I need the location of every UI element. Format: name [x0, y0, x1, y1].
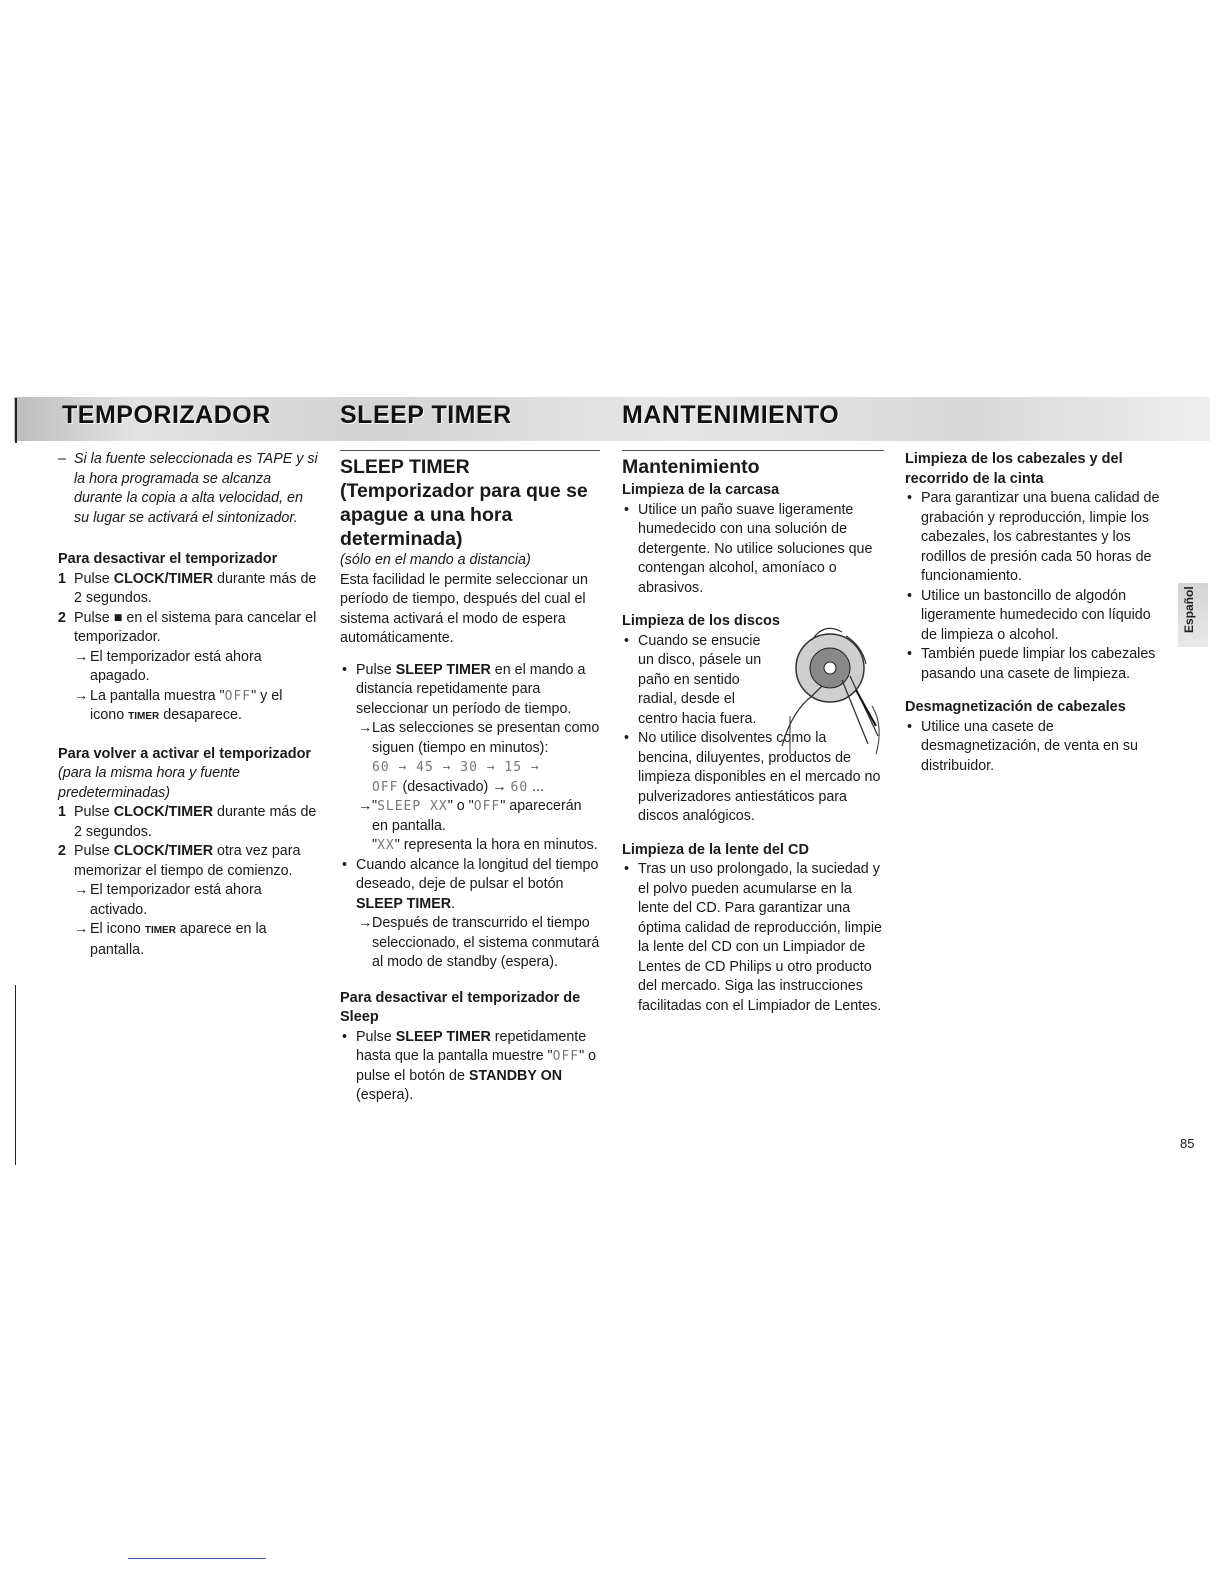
- section-title-demagnetize: Desmagnetización de cabezales: [905, 699, 1126, 715]
- section-title-lens: Limpieza de la lente del CD: [622, 841, 809, 858]
- section-title-heads: Limpieza de los cabezales y del recorrido de la cinta: [905, 451, 1123, 487]
- bullet-1: • Pulse SLEEP TIMER en el mando a distancia repetidamente para seleccionar un período de tiempo.: [342, 661, 586, 717]
- result-2: → La pantalla muestra "OFF" y el icono TIMER desaparece.: [74, 687, 283, 723]
- column-temporizador: [58, 450, 320, 960]
- result-1: → El temporizador está ahora apagado.: [74, 648, 262, 684]
- bullet-3: • Pulse SLEEP TIMER repetidamente hasta que la pantalla muestre "OFF" o pulse el botón de STANDBY ON (espera).: [342, 1028, 597, 1103]
- bullet-heads-1: • Para garantizar una buena calidad de grabación y reproducción, limpie los cabezales, los cabrestantes y los rodillos de presión cada 50 horas de funcionamiento.: [907, 490, 1160, 584]
- step-1: 1 Pulse CLOCK/TIMER durante más de 2 segundos.: [58, 570, 317, 606]
- step-1: 1 Pulse CLOCK/TIMER durante más de 2 segundos.: [58, 804, 317, 840]
- step-2: 2 Pulse CLOCK/TIMER otra vez para memorizar el tiempo de comienzo.: [58, 843, 301, 879]
- section-title-maintenance: Mantenimiento: [622, 450, 884, 479]
- footer-rule: [128, 1558, 266, 1559]
- column-sleep-timer: [340, 450, 600, 1106]
- header-mantenimiento: MANTENIMIENTO: [622, 401, 840, 429]
- margin-rule-top: [15, 398, 17, 443]
- bullet-lens: • Tras un uso prolongado, la suciedad y el polvo pueden acumularse en la lente del CD. Para garantizar una óptima calidad de reproducción, limpie la lente del CD con un Limpiador de Lentes de CD Philips u otro producto del mercado. Siga las instrucciones facilitadas con el Limpiador de Lentes.: [624, 861, 882, 1014]
- section-subtitle: (sólo en el mando a distancia): [340, 552, 531, 568]
- section-title-casing: Limpieza de la carcasa: [622, 482, 780, 498]
- section-title-sleep-off: Para desactivar el temporizador de Sleep: [340, 989, 581, 1025]
- section-title-discs: Limpieza de los discos: [622, 613, 780, 629]
- step-2: 2 Pulse ■ en el sistema para cancelar el temporizador.: [58, 609, 317, 645]
- sequence-2: OFF (desactivado) → 60 ...: [372, 778, 545, 795]
- note-tape: – Si la fuente seleccionada es TAPE y si la hora programada se alcanza durante la copia a alta velocidad, en su lugar se activará el sintonizador.: [58, 450, 320, 528]
- page-number: 85: [1180, 1136, 1195, 1151]
- bullet-casing: • Utilice un paño suave ligeramente humedecido con una solución de detergente. No utilice soluciones que contengan alcohol, amoníaco o abrasivos.: [624, 501, 873, 596]
- language-tab: Español: [1178, 583, 1208, 647]
- result-3: "XX" representa la hora en minutos.: [372, 837, 598, 853]
- timer-icon: TIMER: [128, 711, 160, 722]
- section-title-sleep: SLEEP TIMER (Temporizador para que se apague a una hora determinada): [340, 450, 600, 551]
- timer-icon: TIMER: [144, 925, 176, 936]
- header-sleep-timer: SLEEP TIMER: [340, 401, 512, 429]
- bullet-discs-1: • Cuando se ensucie un disco, pásele un paño en sentido radial, desde el centro hacia fuera.: [624, 632, 762, 727]
- section-title-deactivate: Para desactivar el temporizador: [58, 551, 278, 567]
- bullet-heads-2: • Utilice un bastoncillo de algodón ligeramente humedecido con líquido de limpieza o alcohol.: [907, 587, 1151, 643]
- result-1: → El temporizador está ahora activado.: [74, 882, 262, 918]
- disc-cleaning-illustration: [772, 616, 888, 758]
- result-2: → El icono TIMER aparece en la pantalla.: [74, 921, 267, 958]
- bullet-demagnetize: • Utilice una casete de desmagnetización, de venta en su distribuidor.: [907, 718, 1138, 774]
- bullet-2: • Cuando alcance la longitud del tiempo deseado, deje de pulsar el botón SLEEP TIMER.: [342, 856, 599, 912]
- section-subtitle: (para la misma hora y fuente predeterminadas): [58, 765, 240, 801]
- bullet-heads-3: • También puede limpiar los cabezales pasando una casete de limpieza.: [907, 646, 1156, 682]
- margin-rule-bottom: [15, 985, 16, 1165]
- intro-text: Esta facilidad le permite seleccionar un período de tiempo, después del cual el sistema activará el modo de espera automáticamente.: [340, 571, 588, 646]
- header-temporizador: TEMPORIZADOR: [62, 401, 271, 429]
- bullet-discs-2: • No utilice disolventes como la bencina, diluyentes, productos de limpieza disponibles en el mercado no pulverizadores antiestáticos para discos analógicos.: [624, 730, 881, 824]
- section-title-reactivate: Para volver a activar el temporizador: [58, 745, 312, 762]
- column-cabezales: [905, 450, 1167, 776]
- result-4: → Después de transcurrido el tiempo seleccionado, el sistema conmutará al modo de standby (espera).: [358, 915, 600, 970]
- result-2: → "SLEEP XX" o "OFF" aparecerán en pantalla.: [358, 798, 582, 834]
- sequence: 60 → 45 → 30 → 15 →: [372, 760, 540, 775]
- stop-icon: ■: [113, 609, 123, 626]
- result-1: → Las selecciones se presentan como siguen (tiempo en minutos):: [358, 720, 600, 756]
